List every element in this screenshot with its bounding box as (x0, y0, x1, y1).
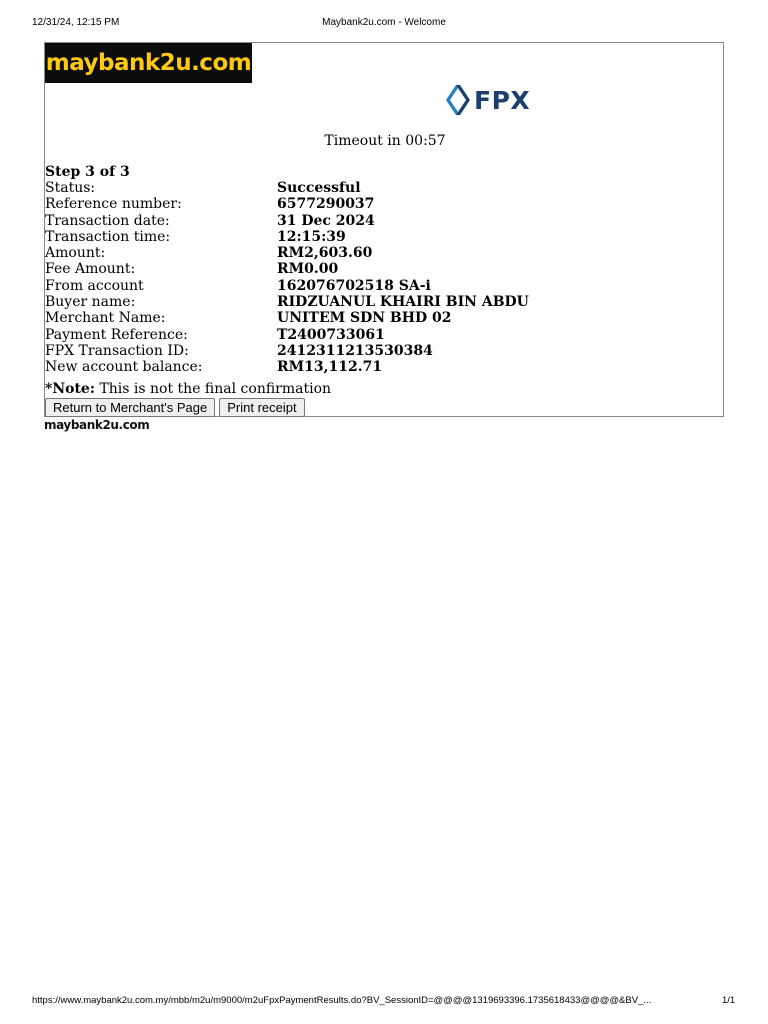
detail-row (45, 310, 725, 326)
receipt-frame (44, 42, 724, 417)
detail-row (45, 245, 725, 261)
detail-row (45, 278, 725, 294)
action-buttons (45, 398, 305, 417)
detail-row (45, 229, 725, 245)
fpx-diamond-icon (445, 85, 471, 115)
detail-value: 2412311213530384 (277, 342, 433, 359)
note-prefix: *Note: (45, 381, 95, 397)
note-message: This is not the final confirmation (95, 381, 332, 397)
detail-label: Fee Amount: (45, 261, 136, 278)
detail-label: FPX Transaction ID: (45, 342, 189, 359)
detail-label: Transaction date: (45, 212, 170, 229)
detail-label: Reference number: (45, 196, 182, 213)
detail-label: Transaction time: (45, 228, 171, 245)
detail-value: 6577290037 (277, 196, 375, 213)
print-header (0, 17, 768, 31)
detail-label: Payment Reference: (45, 326, 188, 343)
detail-label: From account (45, 277, 144, 294)
detail-row (45, 213, 725, 229)
detail-value: RM13,112.71 (277, 359, 383, 376)
detail-value: Successful (277, 180, 361, 196)
detail-row (45, 343, 725, 359)
return-to-merchant-button[interactable]: Return to Merchant's Page (45, 398, 215, 417)
print-page-number: 1/1 (722, 995, 736, 1006)
detail-value: RIDZUANUL KHAIRI BIN ABDU (277, 294, 529, 311)
print-datetime: 12/31/24, 12:15 PM (32, 17, 120, 28)
detail-value: 162076702518 SA-i (277, 277, 431, 294)
step-indicator: Step 3 of 3 (45, 164, 130, 180)
detail-label: Buyer name: (45, 294, 136, 311)
print-footer (0, 995, 768, 1009)
print-page-title: Maybank2u.com - Welcome (322, 17, 446, 28)
print-footer-url: https://www.maybank2u.com.my/mbb/m2u/m9000/m2uFpxPaymentResults.do?BV_SessionID=@@@@1319693396.1735618433@@@@&BV_... (32, 995, 652, 1006)
detail-row (45, 180, 725, 196)
maybank2u-logo: maybank2u.com (45, 43, 252, 83)
fpx-logo-text: FPX (474, 85, 531, 115)
note-text (45, 381, 331, 397)
detail-label: Merchant Name: (45, 310, 166, 327)
detail-value: UNITEM SDN BHD 02 (277, 310, 452, 327)
detail-row (45, 196, 725, 212)
detail-value: RM0.00 (277, 261, 339, 278)
fpx-logo (445, 83, 530, 117)
detail-value: RM2,603.60 (277, 245, 373, 262)
print-receipt-button[interactable]: Print receipt (219, 398, 304, 417)
detail-label: Status: (45, 180, 96, 196)
detail-row (45, 261, 725, 277)
detail-label: Amount: (45, 245, 106, 262)
detail-row (45, 294, 725, 310)
detail-value: 31 Dec 2024 (277, 212, 375, 229)
detail-value: 12:15:39 (277, 228, 346, 245)
detail-row (45, 327, 725, 343)
detail-label: New account balance: (45, 359, 203, 376)
detail-value: T2400733061 (277, 326, 385, 343)
timeout-countdown: Timeout in 00:57 (324, 133, 446, 149)
transaction-details-table (45, 180, 725, 376)
maybank2u-footer-logo: maybank2u.com (44, 418, 150, 432)
detail-row (45, 359, 725, 375)
